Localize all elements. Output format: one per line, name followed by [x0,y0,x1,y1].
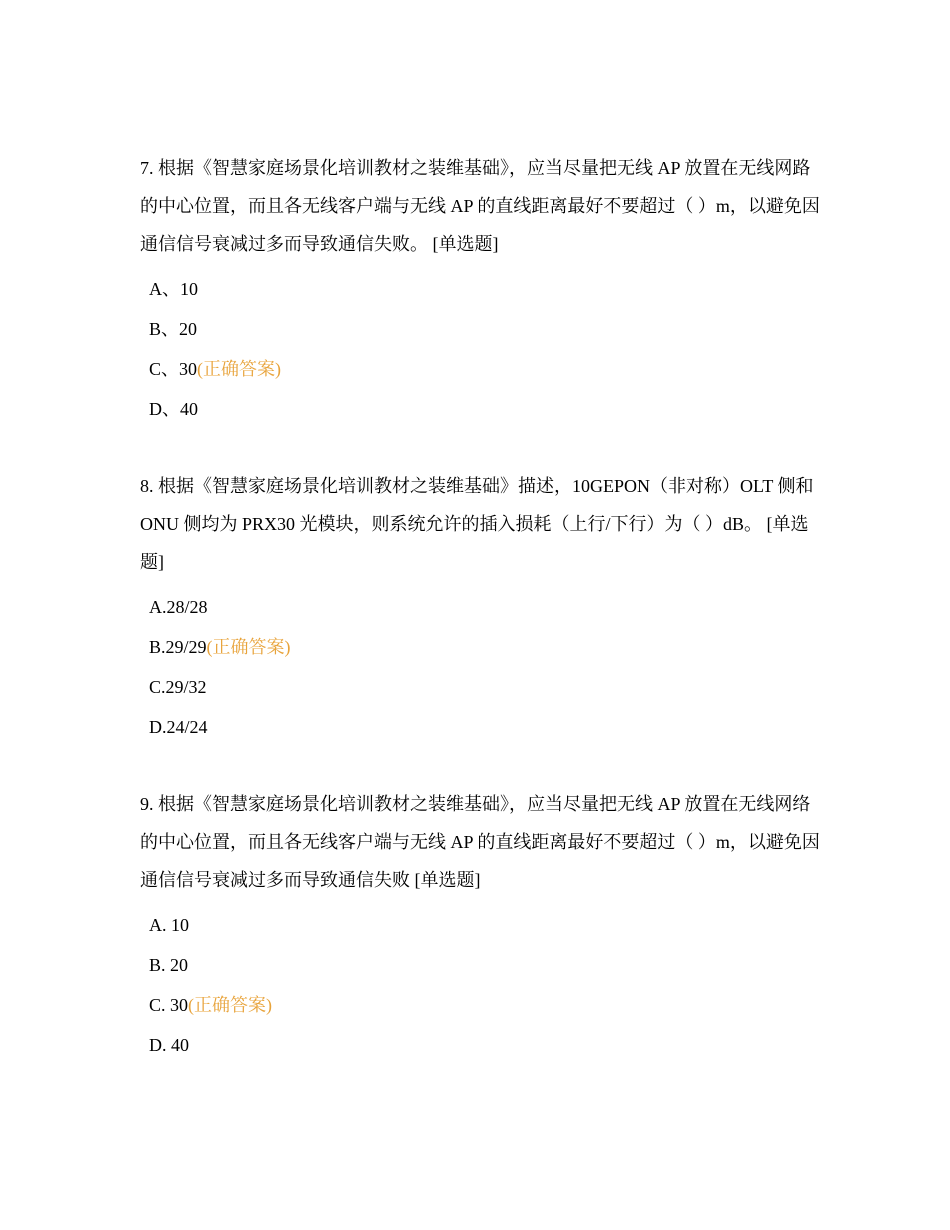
option-list [140,269,820,429]
option-a [140,269,820,309]
correct-answer-mark: (正确答案) [197,359,282,379]
question-stem: 7. 根据《智慧家庭场景化培训教材之装维基础》，应当尽量把无线 AP 放置在无线网路的中心位置，而且各无线客户端与无线 AP 的直线距离最好不要超过（ ）m，以避免因通信信号衰减过多而导致通信失败。 [单选题] [140,158,820,254]
option-b [140,309,820,349]
question-8 [140,467,820,747]
option-text: B. 20 [149,955,189,975]
option-text: A、10 [149,279,198,299]
question-7 [140,149,820,429]
option-c [140,667,820,707]
option-text: A. 10 [149,915,189,935]
option-c [140,349,820,389]
question-9 [140,785,820,1065]
option-d [140,1025,820,1065]
option-list [140,587,820,747]
option-text: B.29/29 [149,637,207,657]
option-text: C. 30 [149,995,189,1015]
question-stem: 9. 根据《智慧家庭场景化培训教材之装维基础》，应当尽量把无线 AP 放置在无线网络的中心位置，而且各无线客户端与无线 AP 的直线距离最好不要超过（ ）m，以避免因通信信号衰减过多而导致通信失败 [单选题] [140,794,820,890]
option-text: A.28/28 [149,597,208,617]
option-b [140,627,820,667]
option-d [140,707,820,747]
option-b [140,945,820,985]
correct-answer-mark: (正确答案) [188,995,273,1015]
option-text: C、30 [149,359,198,379]
option-list [140,905,820,1065]
option-text: C.29/32 [149,677,207,697]
question-stem: 8. 根据《智慧家庭场景化培训教材之装维基础》描述，10GEPON（非对称）OLT 侧和 ONU 侧均为 PRX30 光模块，则系统允许的插入损耗（上行/下行）为（ ）dB。 [单选题] [140,476,819,572]
option-text: D.24/24 [149,717,208,737]
option-text: B、20 [149,319,198,339]
option-a [140,587,820,627]
option-a [140,905,820,945]
option-text: D、40 [149,399,198,419]
correct-answer-mark: (正确答案) [206,637,291,657]
option-d [140,389,820,429]
option-text: D. 40 [149,1035,189,1055]
option-c [140,985,820,1025]
